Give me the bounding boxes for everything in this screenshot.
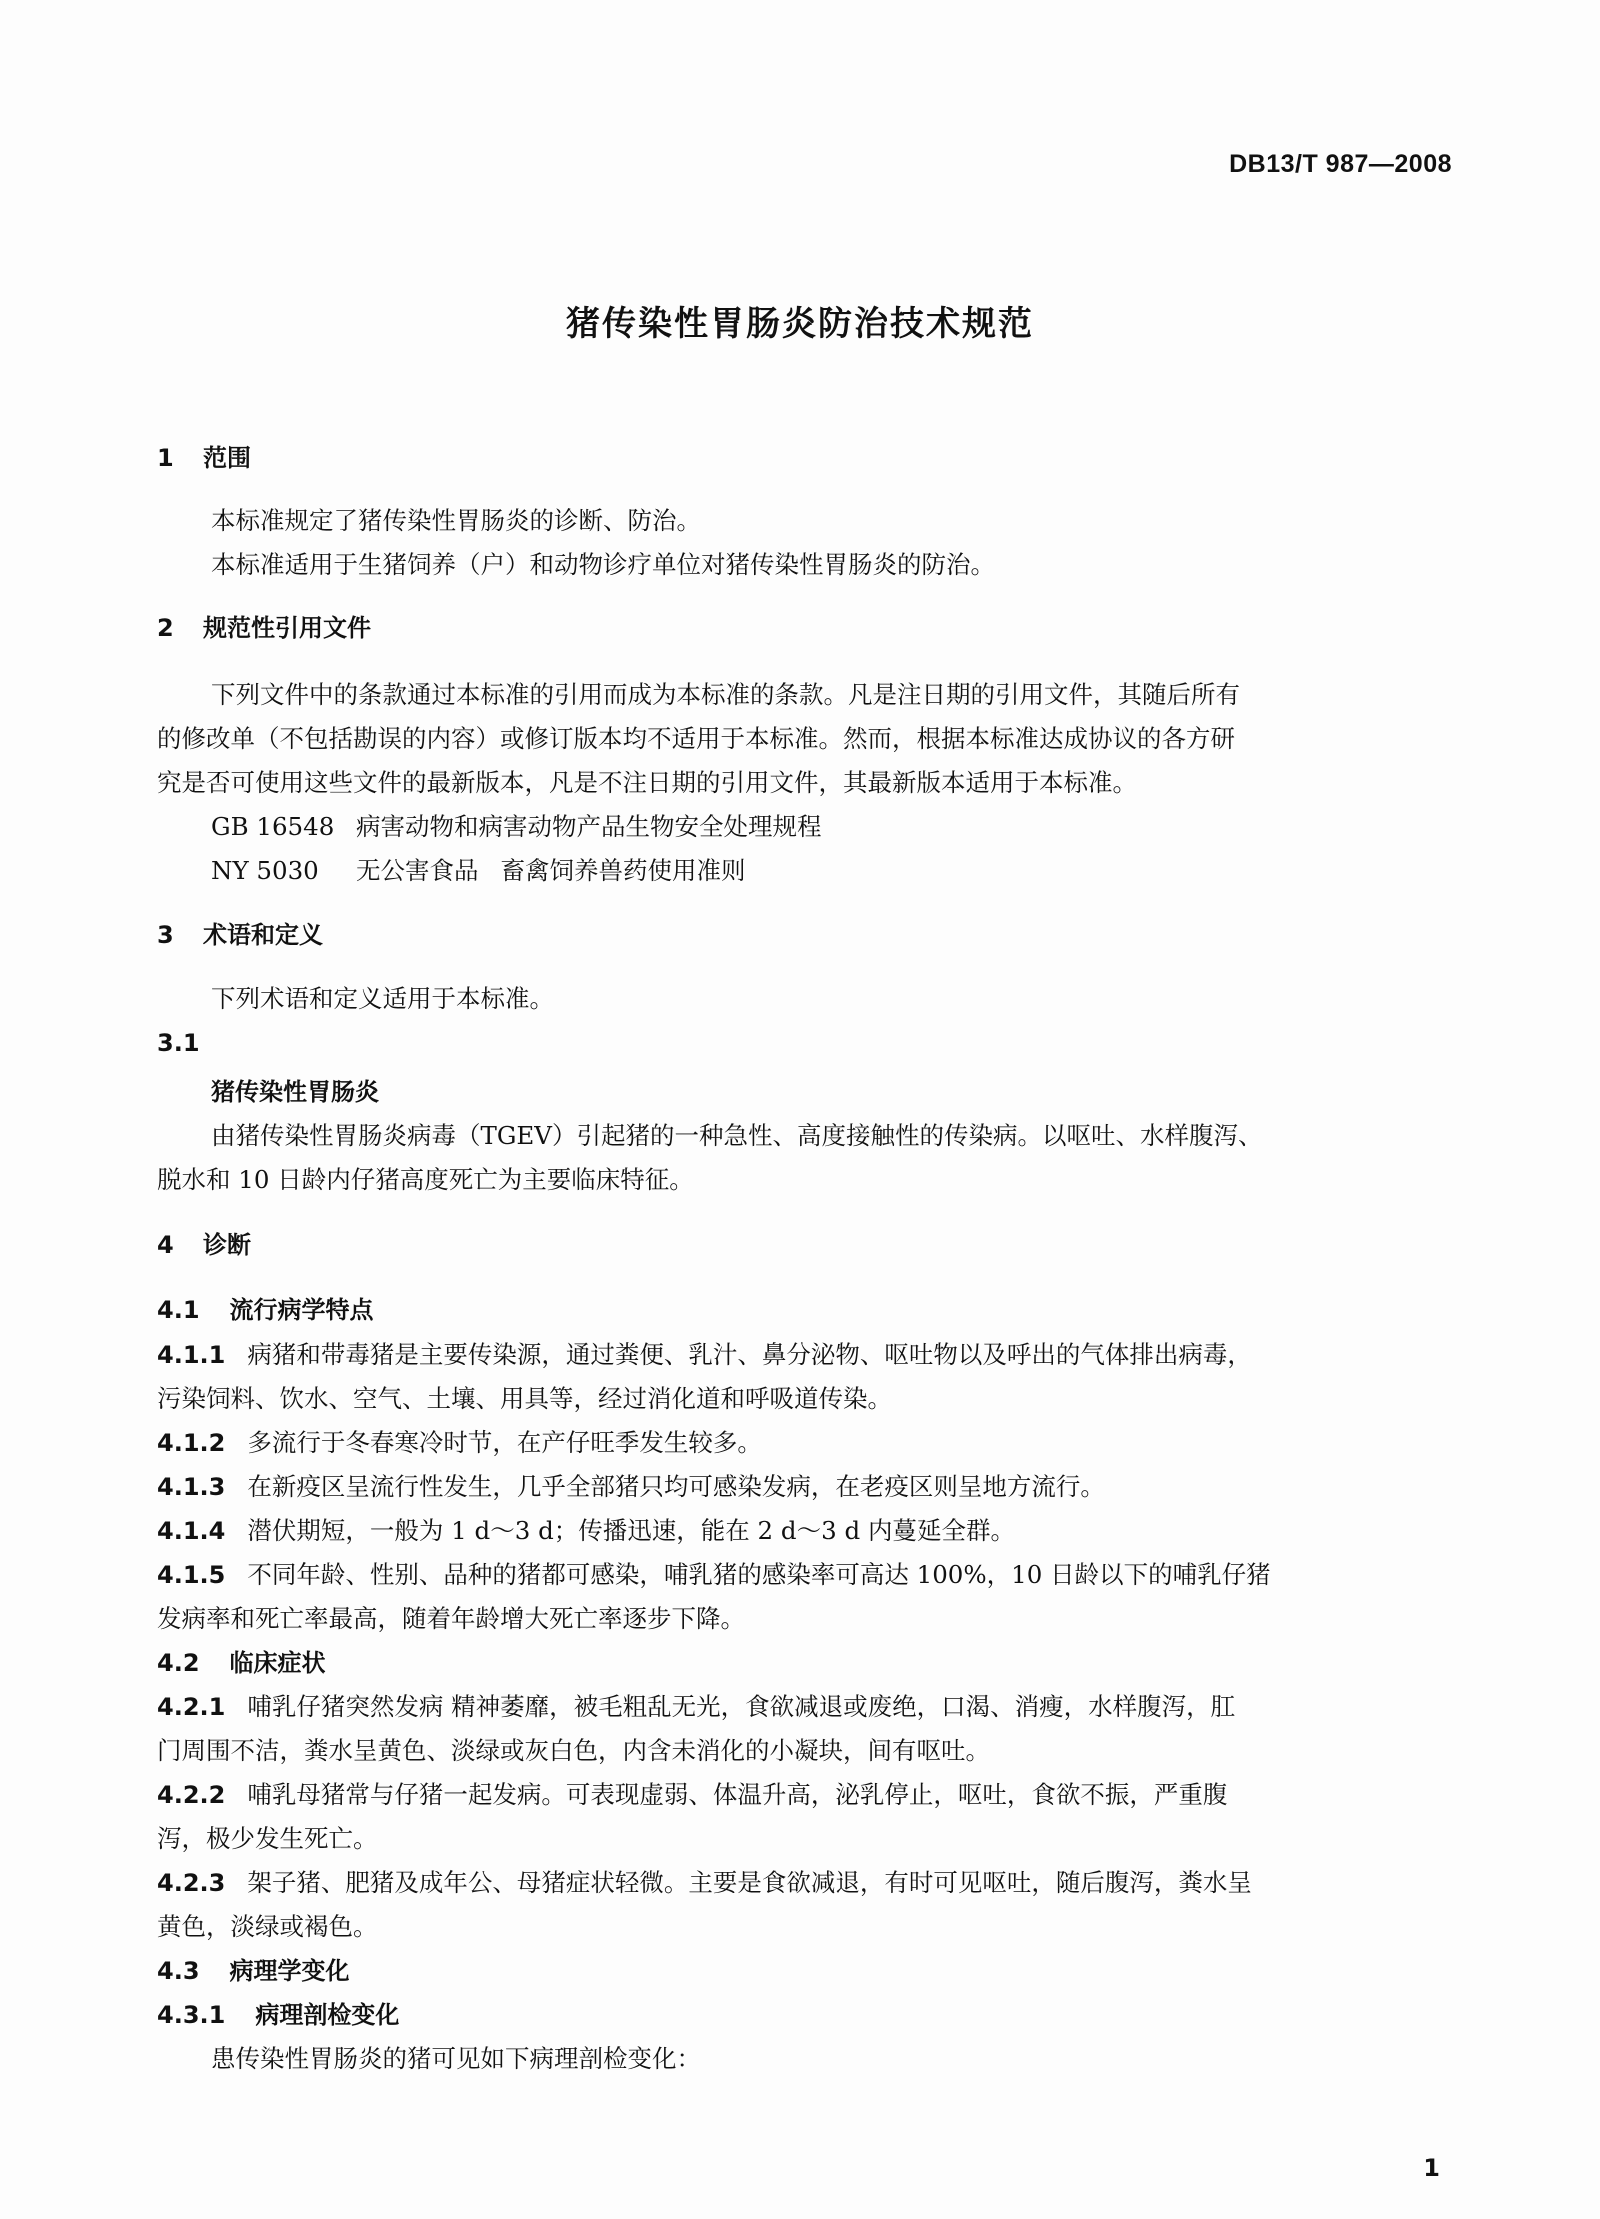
clause-text: 多流行于冬春寒冷时节，在产仔旺季发生较多。	[247, 1428, 762, 1457]
term-number: 3.1	[157, 1029, 200, 1057]
definition-line: 由猪传染性胃肠炎病毒（TGEV）引起猪的一种急性、高度接触性的传染病。以呕吐、水样腹泻、	[211, 1121, 1263, 1150]
subsection-4-3-heading	[157, 1949, 1457, 1993]
subsection-number: 4.2	[157, 1649, 200, 1677]
clause-text: 哺乳母猪常与仔猪一起发病。可表现虚弱、体温升高，泌乳停止，呕吐，食欲不振，严重腹	[247, 1780, 1228, 1809]
paragraph: 本标准适用于生猪饲养（户）和动物诊疗单位对猪传染性胃肠炎的防治。	[211, 550, 995, 579]
reference-title: 无公害食品	[356, 856, 479, 885]
clause-4-1-4	[157, 1509, 1457, 1553]
clause-text: 架子猪、肥猪及成年公、母猪症状轻微。主要是食欲减退，有时可见呕吐，随后腹泻，粪水呈	[247, 1868, 1252, 1897]
clause-4-1-5	[157, 1553, 1457, 1597]
definition-line: 脱水和 10 日龄内仔猪高度死亡为主要临床特征。	[157, 1165, 694, 1194]
normative-reference	[157, 849, 1511, 893]
paragraph: 本标准规定了猪传染性胃肠炎的诊断、防治。	[211, 506, 701, 535]
paragraph: 下列术语和定义适用于本标准。	[211, 984, 554, 1013]
clause-text: 门周围不洁，粪水呈黄色、淡绿或灰白色，内含未消化的小凝块，间有呕吐。	[157, 1736, 990, 1765]
term-name: 猪传染性胃肠炎	[211, 1078, 379, 1106]
clause-text: 发病率和死亡率最高，随着年龄增大死亡率逐步下降。	[157, 1604, 745, 1633]
clause-text: 黄色，淡绿或褐色。	[157, 1912, 378, 1941]
section-3-heading	[157, 913, 1457, 957]
section-4-heading	[157, 1223, 1457, 1267]
reference-code: GB 16548	[211, 812, 335, 841]
clause-number: 4.1.1	[157, 1341, 226, 1369]
standard-number: DB13/T 987—2008	[1229, 150, 1452, 178]
clause-text: 潜伏期短，一般为 1 d～3 d；传播迅速，能在 2 d～3 d 内蔓延全群。	[247, 1516, 1015, 1545]
subsection-title: 病理剖检变化	[255, 2001, 400, 2029]
subsection-4-3-1-heading	[157, 1993, 1457, 2037]
clause-text: 哺乳仔猪突然发病 精神萎靡，被毛粗乱无光，食欲减退或废绝，口渴、消瘦，水样腹泻，肛	[247, 1692, 1236, 1721]
clause-number: 4.1.3	[157, 1473, 226, 1501]
clause-4-1-2	[157, 1421, 1457, 1465]
clause-text: 在新疫区呈流行性发生，几乎全部猪只均可感染发病，在老疫区则呈地方流行。	[247, 1472, 1105, 1501]
clause-number: 4.2.3	[157, 1869, 226, 1897]
subsection-number: 4.1	[157, 1296, 200, 1324]
section-2-heading	[157, 606, 1457, 650]
reference-title: 畜禽饲养兽药使用准则	[500, 856, 746, 885]
section-number: 4	[157, 1231, 174, 1259]
subsection-4-2-heading	[157, 1641, 1457, 1685]
reference-code: NY 5030	[211, 856, 319, 885]
normative-reference	[157, 805, 1511, 849]
document-title: 猪传染性胃肠炎防治技术规范	[566, 304, 1034, 344]
section-title: 术语和定义	[203, 921, 323, 949]
section-1-heading	[157, 436, 1457, 480]
paragraph-line: 究是否可使用这些文件的最新版本，凡是不注日期的引用文件，其最新版本适用于本标准。	[157, 768, 1137, 797]
clause-4-2-2	[157, 1773, 1457, 1817]
clause-4-2-1	[157, 1685, 1457, 1729]
clause-4-2-3	[157, 1861, 1457, 1905]
clause-4-1-3	[157, 1465, 1457, 1509]
reference-title: 病害动物和病害动物产品生物安全处理规程	[356, 812, 822, 841]
clause-4-1-1	[157, 1333, 1457, 1377]
section-number: 1	[157, 444, 174, 472]
clause-number: 4.1.4	[157, 1517, 226, 1545]
subsection-title: 病理学变化	[229, 1957, 350, 1985]
subsection-number: 4.3	[157, 1957, 200, 1985]
subsection-title: 临床症状	[229, 1649, 326, 1677]
page-number: 1	[1423, 2154, 1440, 2182]
clause-text: 污染饲料、饮水、空气、土壤、用具等，经过消化道和呼吸道传染。	[157, 1384, 892, 1413]
clause-number: 4.2.1	[157, 1693, 226, 1721]
section-number: 2	[157, 614, 174, 642]
section-title: 诊断	[203, 1231, 251, 1259]
paragraph: 患传染性胃肠炎的猪可见如下病理剖检变化：	[211, 2044, 701, 2073]
clause-text: 病猪和带毒猪是主要传染源，通过粪便、乳汁、鼻分泌物、呕吐物以及呼出的气体排出病毒，	[247, 1340, 1252, 1369]
clause-number: 4.2.2	[157, 1781, 226, 1809]
clause-number: 4.1.5	[157, 1561, 226, 1589]
paragraph-line: 下列文件中的条款通过本标准的引用而成为本标准的条款。凡是注日期的引用文件，其随后所有	[211, 680, 1240, 709]
clause-text: 不同年龄、性别、品种的猪都可感染，哺乳猪的感染率可高达 100%，10 日龄以下的哺乳仔猪	[247, 1560, 1271, 1589]
clause-number: 4.1.2	[157, 1429, 226, 1457]
clause-text: 泻，极少发生死亡。	[157, 1824, 378, 1853]
section-title: 规范性引用文件	[203, 614, 371, 642]
section-title: 范围	[203, 444, 251, 472]
subsection-title: 流行病学特点	[229, 1296, 374, 1324]
section-number: 3	[157, 921, 174, 949]
paragraph-line: 的修改单（不包括勘误的内容）或修订版本均不适用于本标准。然而，根据本标准达成协议的各方研	[157, 724, 1235, 753]
subsection-number: 4.3.1	[157, 2001, 226, 2029]
subsection-4-1-heading	[157, 1288, 1457, 1332]
